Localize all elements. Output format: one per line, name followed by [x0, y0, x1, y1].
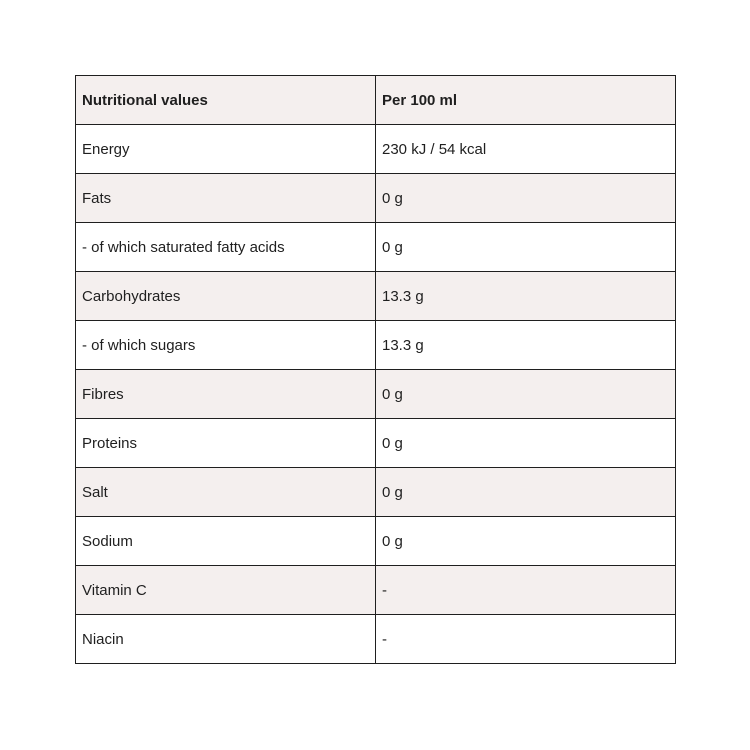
nutrition-table	[75, 75, 676, 664]
nutrient-value: 230 kJ / 54 kcal	[376, 125, 676, 174]
table-row	[76, 125, 676, 174]
nutrient-value: 0 g	[376, 419, 676, 468]
header-nutritional-values: Nutritional values	[76, 76, 376, 125]
nutrient-name: Fats	[76, 174, 376, 223]
nutrient-value: 13.3 g	[376, 272, 676, 321]
table-row	[76, 321, 676, 370]
nutrient-value: 0 g	[376, 223, 676, 272]
nutrient-value: 13.3 g	[376, 321, 676, 370]
nutrient-name: - of which saturated fatty acids	[76, 223, 376, 272]
table-row	[76, 468, 676, 517]
nutrient-name: - of which sugars	[76, 321, 376, 370]
table-row	[76, 223, 676, 272]
table-row	[76, 517, 676, 566]
nutrient-value: 0 g	[376, 517, 676, 566]
table-row	[76, 174, 676, 223]
table-row	[76, 272, 676, 321]
nutrient-name: Niacin	[76, 615, 376, 664]
nutrient-name: Proteins	[76, 419, 376, 468]
nutrient-name: Vitamin C	[76, 566, 376, 615]
nutrient-value: -	[376, 566, 676, 615]
nutrient-value: 0 g	[376, 468, 676, 517]
nutrient-name: Salt	[76, 468, 376, 517]
nutrient-name: Sodium	[76, 517, 376, 566]
table-row	[76, 419, 676, 468]
nutrient-name: Fibres	[76, 370, 376, 419]
nutrient-name: Carbohydrates	[76, 272, 376, 321]
nutrient-value: -	[376, 615, 676, 664]
nutrient-name: Energy	[76, 125, 376, 174]
table-row	[76, 615, 676, 664]
header-per-100-ml: Per 100 ml	[376, 76, 676, 125]
nutrient-value: 0 g	[376, 174, 676, 223]
table-row	[76, 566, 676, 615]
table-row	[76, 370, 676, 419]
table-header-row	[76, 76, 676, 125]
nutrient-value: 0 g	[376, 370, 676, 419]
